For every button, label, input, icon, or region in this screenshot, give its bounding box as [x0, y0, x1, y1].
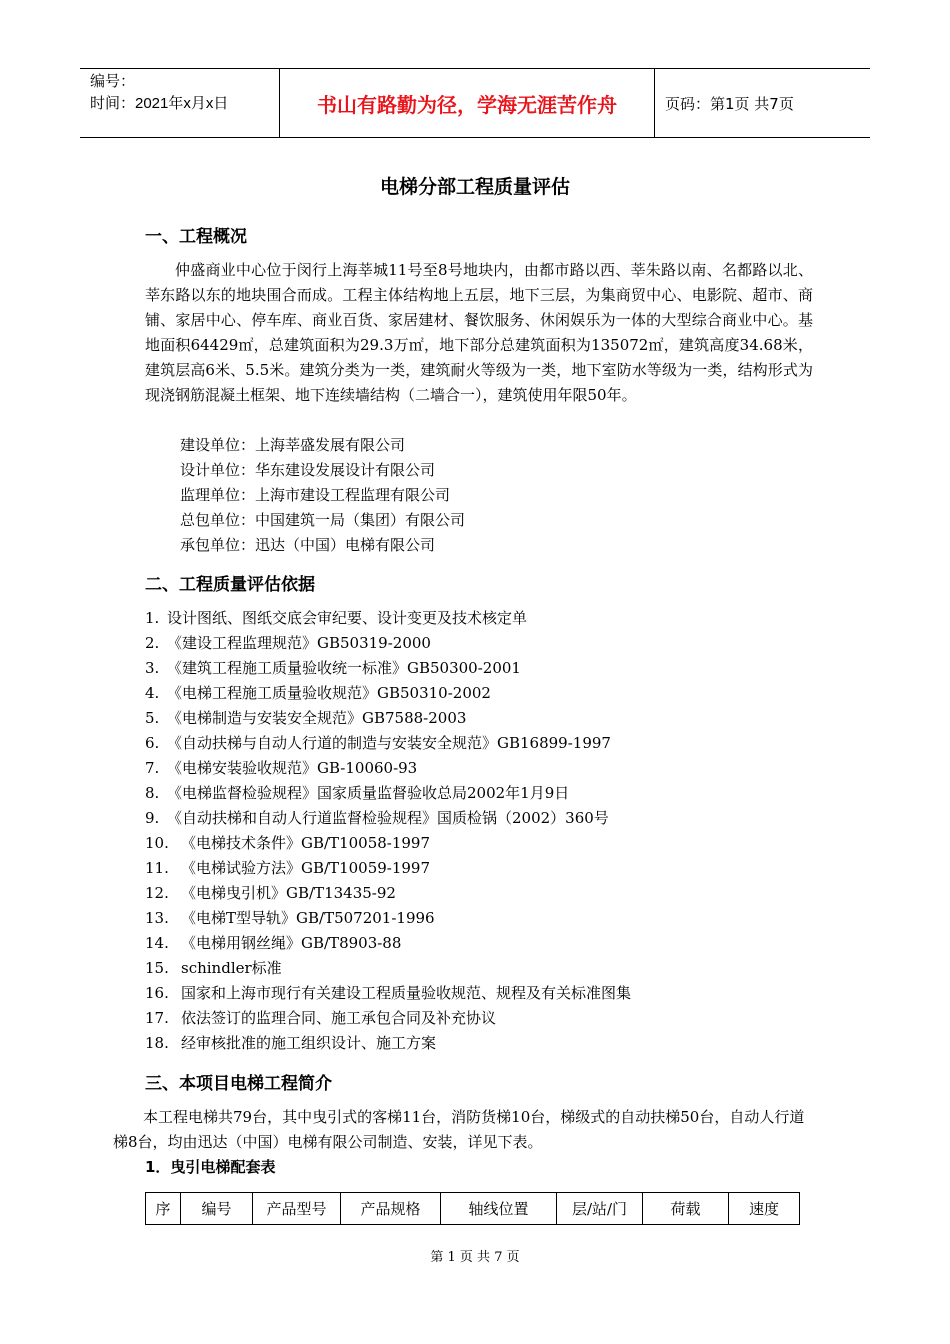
table-header-row: [146, 1193, 800, 1225]
intro-text: 本工程电梯共79台，其中曳引式的客梯11台，消防货梯10台，梯级式的自动扶梯50台，自动人行道梯8台，均由迅达（中国）电梯有限公司制造、安装，详见下表。: [113, 1108, 805, 1151]
table-header-cell: 序: [146, 1193, 181, 1225]
list-item: 12. 《电梯曳引机》GB/T13435-92: [145, 884, 396, 902]
table-header-cell: 产品型号: [253, 1193, 341, 1225]
list-item: 14. 《电梯用钢丝绳》GB/T8903-88: [145, 934, 402, 952]
table-header-cell: 速度: [729, 1193, 800, 1225]
list-item: 3. 《建筑工程施工质量验收统一标准》GB50300-2001: [145, 659, 521, 677]
list-item: 15. schindler标准: [145, 959, 282, 977]
list-item: 13. 《电梯T型导轨》GB/T507201-1996: [145, 909, 435, 927]
list-item: 16. 国家和上海市现行有关建设工程质量验收规范、规程及有关标准图集: [145, 984, 632, 1002]
list-item: 7. 《电梯安装验收规范》GB-10060-93: [145, 759, 418, 777]
header-meta: [80, 69, 280, 137]
header-motto: 书山有路勤为径，学海无涯苦作舟: [280, 69, 655, 137]
unit-design: 设计单位：华东建设发展设计有限公司: [180, 461, 436, 479]
list-item: 10. 《电梯技术条件》GB/T10058-1997: [145, 834, 431, 852]
header-page-info: 页码：第1页 共7页: [665, 94, 794, 113]
page-header: [80, 68, 870, 138]
doc-number-label: 编号：: [90, 73, 136, 90]
section-heading-basis: 二、工程质量评估依据: [145, 575, 315, 595]
table-header-cell: 轴线位置: [441, 1193, 557, 1225]
unit-supervision: 监理单位：上海市建设工程监理有限公司: [180, 486, 451, 504]
list-item: 18. 经审核批准的施工组织设计、施工方案: [145, 1034, 437, 1052]
list-item: 6. 《自动扶梯与自动人行道的制造与安装安全规范》GB16899-1997: [145, 734, 611, 752]
table-header-cell: 层/站/门: [557, 1193, 643, 1225]
list-item: 1. 设计图纸、图纸交底会审纪要、设计变更及技术核定单: [145, 609, 528, 627]
list-item: 8. 《电梯监督检验规程》国家质量监督验收总局2002年1月9日: [145, 784, 570, 802]
section-heading-overview: 一、工程概况: [145, 227, 247, 247]
list-item: 2. 《建设工程监理规范》GB50319-2000: [145, 634, 431, 652]
list-item: 9. 《自动扶梯和自动人行道监督检验规程》国质检锅（2002）360号: [145, 809, 609, 827]
section-heading-intro: 三、本项目电梯工程简介: [145, 1074, 332, 1094]
overview-paragraph: [145, 258, 813, 408]
unit-contractor: 承包单位：迅达（中国）电梯有限公司: [180, 536, 436, 554]
doc-time-label: 时间：2021年x月x日: [90, 95, 229, 112]
elevator-spec-table: [145, 1192, 800, 1225]
unit-construction: 建设单位：上海莘盛发展有限公司: [180, 436, 406, 454]
table-header-cell: 荷载: [643, 1193, 729, 1225]
list-item: 11. 《电梯试验方法》GB/T10059-1997: [145, 859, 431, 877]
basis-list: [145, 606, 631, 1056]
unit-list: [180, 433, 465, 558]
list-item: 17. 依法签订的监理合同、施工承包合同及补充协议: [145, 1009, 497, 1027]
table-header-cell: 产品规格: [341, 1193, 441, 1225]
unit-general-contractor: 总包单位：中国建筑一局（集团）有限公司: [180, 511, 466, 529]
list-item: 4. 《电梯工程施工质量验收规范》GB50310-2002: [145, 684, 491, 702]
intro-paragraph: [113, 1105, 813, 1155]
page-footer: 第 1 页 共 7 页: [430, 1250, 520, 1265]
table-header-cell: 编号: [181, 1193, 253, 1225]
list-item: 5. 《电梯制造与安装安全规范》GB7588-2003: [145, 709, 467, 727]
overview-text: 仲盛商业中心位于闵行上海莘城11号至8号地块内，由都市路以西、莘朱路以南、名都路以北、莘东路以东的地块围合而成。工程主体结构地上五层，地下三层，为集商贸中心、电影院、超市、商铺、家居中心、停车库、商业百货、家居建材、餐饮服务、休闲娱乐为一体的大型综合商业中心。基地面积64429㎡，总建筑面积为29.3万㎡，地下部分总建筑面积为135072㎡，建筑高度34.68米，建筑层高6米、5.5米。建筑分类为一类，建筑耐火等级为一类，地下室防水等级为一类，结构形式为现浇钢筋混凝土框架、地下连续墙结构（二墙合一），建筑使用年限50年。: [145, 261, 813, 404]
document-title: 电梯分部工程质量评估: [379, 176, 570, 198]
table-caption: 1．曳引电梯配套表: [145, 1158, 276, 1176]
